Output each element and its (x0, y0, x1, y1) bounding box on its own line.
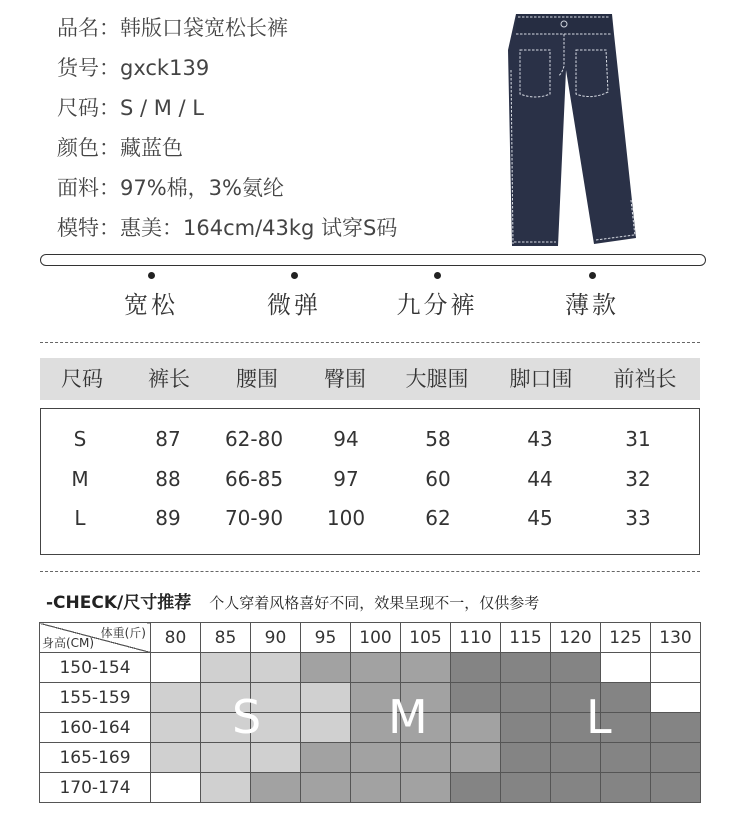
grid-cell (651, 683, 701, 713)
info-name: 品名：韩版口袋宽松长裤 (57, 16, 288, 40)
table-row: M 88 66-85 97 60 44 32 (71, 467, 651, 491)
grid-cell (451, 653, 501, 683)
size-recommend-heading: -CHECK/尺寸推荐 个人穿着风格喜好不同，效果呈现不一，仅供参考 (46, 593, 540, 613)
grid-cell (651, 653, 701, 683)
info-sizes: 尺码：S / M / L (57, 96, 204, 120)
grid-cell (151, 773, 201, 803)
grid-cell (651, 773, 701, 803)
weight-header-cell: 120 (551, 623, 601, 653)
grid-cell (301, 653, 351, 683)
bullet-dot (589, 272, 596, 279)
weight-header-cell: 90 (251, 623, 301, 653)
grid-cell (551, 743, 601, 773)
grid-cell (451, 743, 501, 773)
product-image-pants (486, 10, 656, 250)
dashed-divider (40, 571, 700, 572)
height-axis-label: 身高(CM) (42, 636, 95, 650)
grid-cell (401, 743, 451, 773)
info-sku: 货号：gxck139 (57, 56, 210, 80)
grid-cell (551, 773, 601, 803)
bullet-dot (291, 272, 298, 279)
grid-cell (501, 743, 551, 773)
height-header-cell: 160-164 (40, 713, 151, 743)
grid-cell (301, 743, 351, 773)
grid-row (40, 743, 701, 773)
grid-cell (201, 653, 251, 683)
weight-header-cell: 105 (401, 623, 451, 653)
height-header-cell: 170-174 (40, 773, 151, 803)
grid-cell (351, 653, 401, 683)
product-info (57, 8, 397, 248)
grid-cell (301, 773, 351, 803)
grid-cell (651, 713, 701, 743)
table-row: L 89 70-90 100 62 45 33 (74, 506, 651, 530)
size-chart-table (40, 408, 700, 555)
grid-cell (451, 773, 501, 803)
grid-cell (401, 773, 451, 803)
grid-cell (251, 773, 301, 803)
feature-loose: 宽松 (86, 272, 216, 320)
feature-thin: 薄款 (527, 272, 657, 320)
info-fabric: 面料：97%棉，3%氨纶 (57, 176, 284, 200)
dashed-divider (40, 342, 700, 343)
grid-cell (501, 713, 551, 743)
grid-cell (651, 743, 701, 773)
grid-cell (151, 683, 201, 713)
feature-length: 九分裤 (372, 272, 502, 320)
header-waist: 腰围 (236, 367, 278, 391)
info-model: 模特：惠美：164cm/43kg 试穿S码 (57, 216, 398, 240)
weight-header-cell: 85 (201, 623, 251, 653)
grid-cell (301, 713, 351, 743)
weight-header-cell: 100 (351, 623, 401, 653)
grid-cell (351, 743, 401, 773)
grid-cell (201, 743, 251, 773)
header-hip: 臀围 (324, 367, 366, 391)
grid-cell (501, 683, 551, 713)
zone-label-l: L (586, 690, 612, 744)
zone-label-s: S (232, 690, 262, 744)
zone-label-m: M (388, 690, 428, 744)
grid-cell (451, 713, 501, 743)
grid-cell (301, 683, 351, 713)
divider-bar (40, 254, 706, 266)
header-length: 裤长 (148, 367, 190, 391)
grid-corner-cell (40, 623, 151, 653)
info-color: 颜色：藏蓝色 (57, 136, 183, 160)
grid-row (40, 773, 701, 803)
height-header-cell: 155-159 (40, 683, 151, 713)
grid-cell (601, 773, 651, 803)
height-header-cell: 165-169 (40, 743, 151, 773)
weight-header-cell: 95 (301, 623, 351, 653)
bullet-dot (434, 272, 441, 279)
grid-header-row (40, 623, 701, 653)
grid-cell (601, 653, 651, 683)
grid-cell (501, 773, 551, 803)
grid-cell (501, 653, 551, 683)
grid-cell (351, 773, 401, 803)
grid-cell (201, 773, 251, 803)
grid-cell (601, 743, 651, 773)
weight-axis-label: 体重(斤) (100, 626, 146, 640)
size-chart-header (40, 358, 700, 400)
grid-cell (251, 653, 301, 683)
weight-header-cell: 115 (501, 623, 551, 653)
grid-cell (401, 653, 451, 683)
grid-row (40, 653, 701, 683)
grid-cell (151, 743, 201, 773)
grid-cell (551, 653, 601, 683)
feature-stretch: 微弹 (229, 272, 359, 320)
grid-cell (151, 713, 201, 743)
header-rise: 前裆长 (613, 367, 677, 391)
header-hem: 脚口围 (509, 367, 573, 391)
header-thigh: 大腿围 (405, 367, 469, 391)
table-row: S 87 62-80 94 58 43 31 (73, 427, 651, 451)
weight-header-cell: 80 (151, 623, 201, 653)
height-header-cell: 150-154 (40, 653, 151, 683)
grid-cell (151, 653, 201, 683)
header-size: 尺码 (61, 367, 103, 391)
grid-cell (251, 743, 301, 773)
weight-header-cell: 130 (651, 623, 701, 653)
grid-cell (451, 683, 501, 713)
weight-header-cell: 110 (451, 623, 501, 653)
recommend-note: 个人穿着风格喜好不同，效果呈现不一，仅供参考 (209, 594, 540, 612)
weight-header-cell: 125 (601, 623, 651, 653)
bullet-dot (148, 272, 155, 279)
